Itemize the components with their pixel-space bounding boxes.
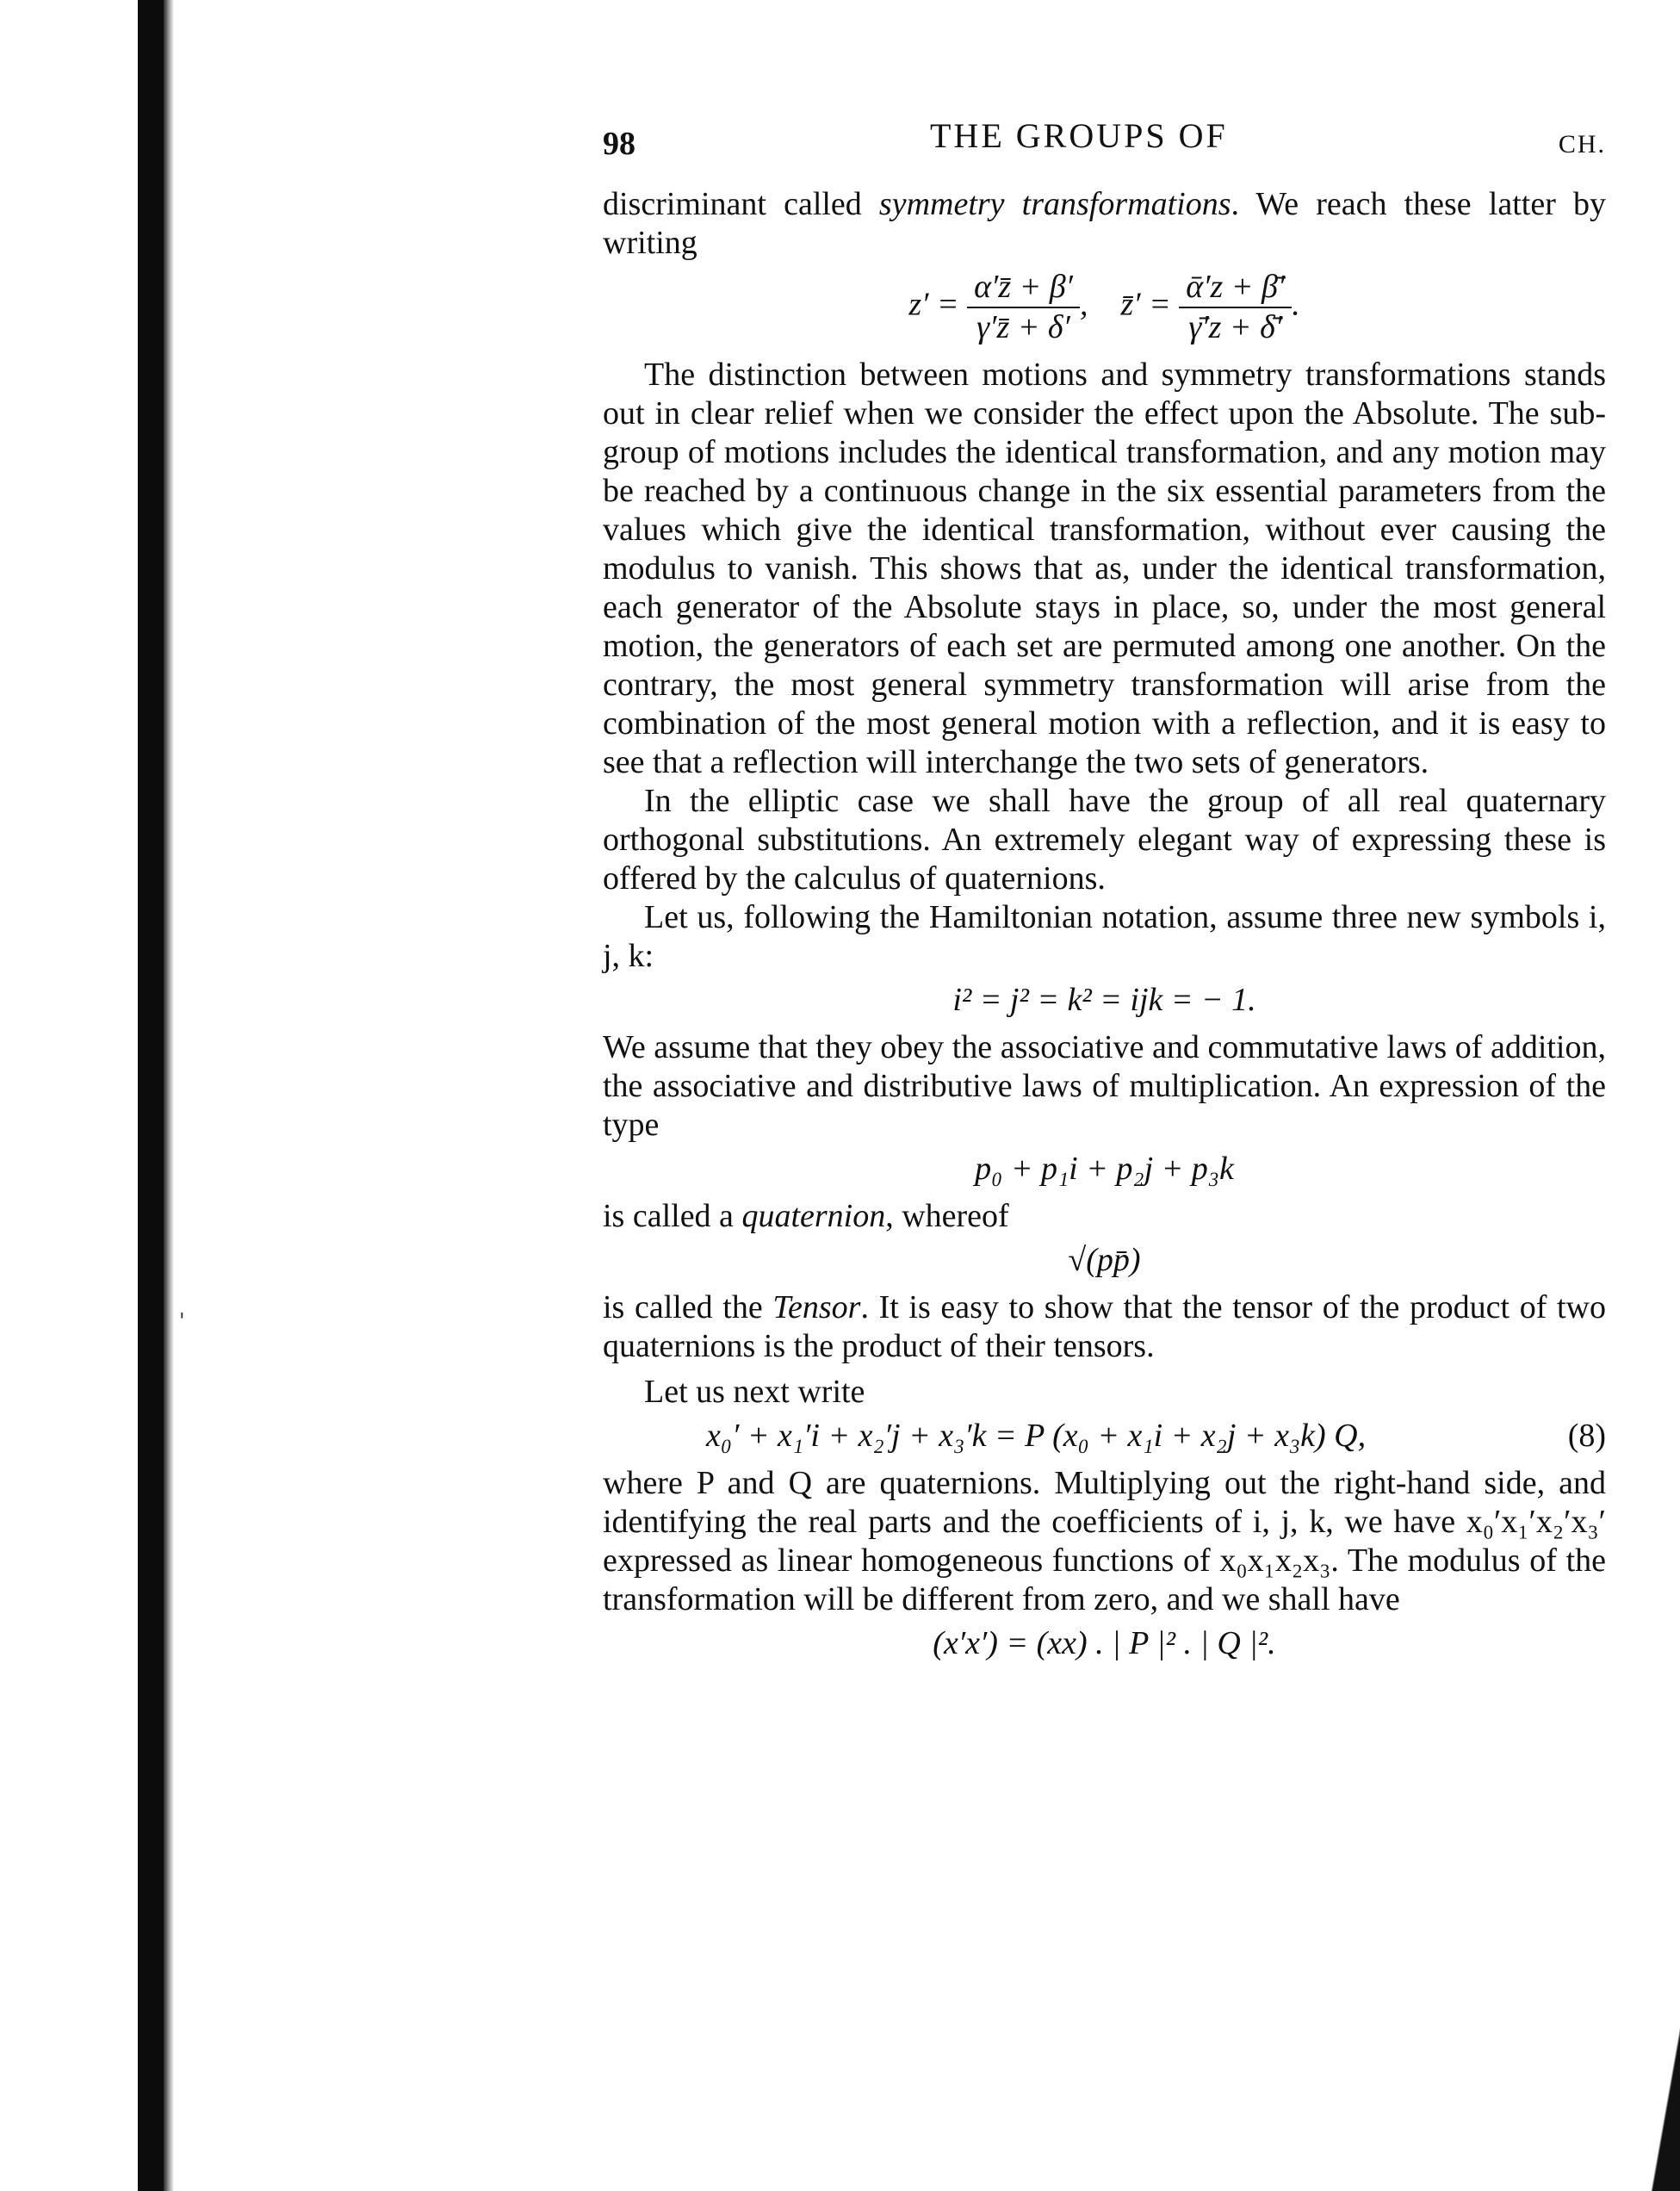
- eq1-num2: ᾱ′z + β̄′: [1179, 268, 1292, 308]
- eq1-end: .: [1292, 286, 1300, 323]
- paragraph-2: The distinction between motions and symmetry transformations stands out in clear relief when we consider the effect upon the Absolute. The sub-group of motions includes the identical transformation, and any motion may be reached by a continuous change in the six essential parameters from the values which give the identical transformation, without ever causing the modulus to vanish. This shows that as, under the identical transformation, each generator of the Absolute stays in place, so, under the most general motion, the generators of each set are permuted among one another. On the contrary, the most general symmetry transformation will arise from the combination of the most general motion with a reflection, and it is easy to see that a reflection will interchange the two sets of generators.: [603, 357, 1606, 780]
- paragraph-6-pre: is called a: [603, 1198, 742, 1234]
- eq1-num1: α′z̄ + β′: [967, 268, 1080, 308]
- paragraph-6-post: , whereof: [885, 1198, 1009, 1234]
- eq1-fraction-1: [967, 268, 1080, 347]
- eq1-lhs1: z′ =: [908, 286, 959, 323]
- paragraph-1-pre: discriminant called: [603, 186, 879, 222]
- paragraph-7-pre: is called the: [603, 1289, 773, 1325]
- paragraph-7: [603, 1288, 1606, 1366]
- running-title: THE GROUPS OF: [930, 116, 1228, 155]
- eq1-den1: γ′z̄ + δ′: [976, 309, 1070, 345]
- page-edge-shadow: [1628, 1933, 1680, 2191]
- book-binding-shadow: [138, 0, 164, 2191]
- equation-quaternion: p₀ + p₁i + p₂j + p₃k: [975, 1151, 1234, 1187]
- equation-8-body: x₀′ + x₁′i + x₂′j + x₃′k = P (x₀ + x₁i + x₂j + x₃k) Q,: [706, 1418, 1367, 1454]
- eq1-fraction-2: [1179, 268, 1292, 347]
- paragraph-6-italic: quaternion: [741, 1198, 886, 1234]
- page-number: 98: [603, 126, 635, 162]
- page-content: [603, 116, 1606, 1672]
- paragraph-1-italic: symmetry transformations: [878, 186, 1231, 222]
- equation-8: [603, 1417, 1606, 1455]
- paragraph-5: We assume that they obey the associative and commutative laws of addition, the associative and distributive laws of multiplication. An expression of the type: [603, 1029, 1606, 1143]
- paragraph-7-post: . It is easy to show that the tensor of the product of two quaternions is the product of their tensors.: [603, 1289, 1607, 1364]
- paragraph-1-post: . We reach these latter by writing: [603, 186, 1606, 261]
- paragraph-1: [603, 185, 1606, 263]
- paragraph-4: Let us, following the Hamiltonian notation, assume three new symbols i, j, k:: [603, 899, 1606, 974]
- paragraph-3: In the elliptic case we shall have the group of all real quaternary orthogonal substitutions. An extremely elegant way of expressing these is offered by the calculus of quaternions.: [603, 783, 1606, 897]
- eq1-den2: γ̄′z + δ̄′: [1188, 309, 1283, 345]
- eq1-separator: ,: [1080, 286, 1088, 323]
- paragraph-6: [603, 1197, 1606, 1236]
- eq1-lhs2: z̄′ =: [1120, 286, 1171, 323]
- running-header: [603, 116, 1606, 168]
- equation-8-number: (8): [1567, 1418, 1606, 1454]
- equation-tensor: √(pp̄): [1068, 1242, 1141, 1278]
- equation-symmetry: [603, 268, 1606, 347]
- equation-ijk: i² = j² = k² = ijk = − 1.: [952, 982, 1256, 1018]
- binding-gradient: [164, 0, 174, 2191]
- paragraph-7-italic: Tensor: [772, 1289, 861, 1325]
- scan-mark: ': [179, 1309, 185, 1333]
- equation-modulus: (x′x′) = (xx) . | P |² . | Q |².: [933, 1625, 1276, 1661]
- paragraph-9: where P and Q are quaternions. Multiplying out the right-hand side, and identifying the real parts and the coefficients of i, j, k, we have x₀′x₁′x₂′x₃′ expressed as linear homogeneous functions of x₀x₁x₂x₃. The modulus of the transformation will be different from zero, and we shall have: [603, 1465, 1606, 1617]
- paragraph-8: Let us next write: [644, 1374, 865, 1410]
- chapter-mark: CH.: [1558, 130, 1606, 158]
